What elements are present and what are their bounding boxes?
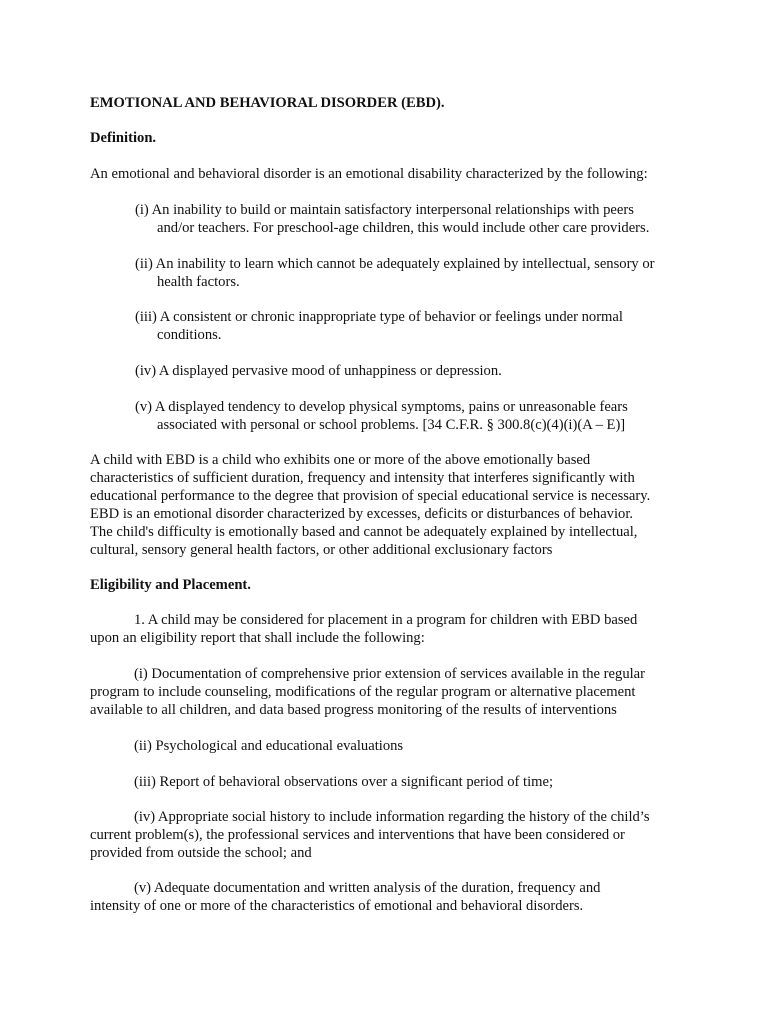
paragraph-line: (ii) Psychological and educational evaluations: [134, 738, 404, 754]
paragraph-line: (v) Adequate documentation and written analysis of the duration, frequency and: [134, 880, 601, 896]
paragraph-line: EBD is an emotional disorder characterized by excesses, deficits or disturbances of behavior.: [90, 506, 634, 522]
criterion-line: (iii) A consistent or chronic inappropriate type of behavior or feelings under normal: [135, 309, 623, 325]
criterion-ii: [135, 255, 695, 291]
report-item-i: [90, 665, 700, 719]
criterion-continuation: health factors.: [157, 274, 240, 290]
paragraph-line: current problem(s), the professional services and interventions that have been considered or: [90, 827, 625, 843]
paragraph-line: The child's difficulty is emotionally based and cannot be adequately explained by intellectual,: [90, 524, 638, 540]
paragraph-line: available to all children, and data based progress monitoring of the results of interventions: [90, 702, 617, 718]
paragraph-line: (iii) Report of behavioral observations over a significant period of time;: [134, 774, 554, 790]
paragraph-line: cultural, sensory general health factors, or other additional exclusionary factors: [90, 542, 553, 558]
paragraph-line: 1. A child may be considered for placement in a program for children with EBD based: [134, 612, 638, 628]
criterion-line: (ii) An inability to learn which cannot be adequately explained by intellectual, sensory or: [135, 256, 655, 272]
criterion-iii: [135, 308, 695, 344]
criterion-line: (iv) A displayed pervasive mood of unhappiness or depression.: [135, 363, 502, 379]
ebd-description-paragraph: [90, 451, 700, 559]
criterion-continuation: and/or teachers. For preschool-age children, this would include other care providers.: [157, 220, 650, 236]
paragraph-line: educational performance to the degree that provision of special educational service is necessary.: [90, 488, 651, 504]
criterion-line: (i) An inability to build or maintain satisfactory interpersonal relationships with peers: [135, 202, 634, 218]
eligibility-heading: Eligibility and Placement.: [90, 577, 251, 593]
paragraph-line: program to include counseling, modifications of the regular program or alternative placement: [90, 684, 636, 700]
definition-heading: Definition.: [90, 130, 157, 146]
paragraph-line: (iv) Appropriate social history to include information regarding the history of the child’s: [134, 809, 650, 825]
paragraph-line: (i) Documentation of comprehensive prior extension of services available in the regular: [134, 666, 646, 682]
paragraph-line: characteristics of sufficient duration, frequency and intensity that interferes significantly with: [90, 470, 635, 486]
criterion-continuation: conditions.: [157, 327, 222, 343]
criterion-v: [135, 398, 695, 434]
paragraph-line: provided from outside the school; and: [90, 845, 312, 861]
paragraph-line: upon an eligibility report that shall include the following:: [90, 630, 425, 646]
report-item-iv: [90, 808, 700, 862]
report-item-ii: [90, 737, 700, 755]
criterion-continuation: associated with personal or school problems. [34 C.F.R. § 300.8(c)(4)(i)(A – E)]: [157, 417, 626, 433]
report-item-iii: [90, 773, 700, 791]
criterion-iv: [135, 362, 695, 380]
criterion-line: (v) A displayed tendency to develop physical symptoms, pains or unreasonable fears: [135, 399, 628, 415]
report-item-v: [90, 879, 700, 915]
document-title: EMOTIONAL AND BEHAVIORAL DISORDER (EBD).: [90, 95, 445, 111]
paragraph-line: A child with EBD is a child who exhibits one or more of the above emotionally based: [90, 452, 591, 468]
definition-intro: An emotional and behavioral disorder is an emotional disability characterized by the following:: [90, 166, 648, 182]
criterion-i: [135, 201, 695, 237]
paragraph-line: intensity of one or more of the characteristics of emotional and behavioral disorders.: [90, 898, 584, 914]
eligibility-item-1: [90, 611, 700, 647]
